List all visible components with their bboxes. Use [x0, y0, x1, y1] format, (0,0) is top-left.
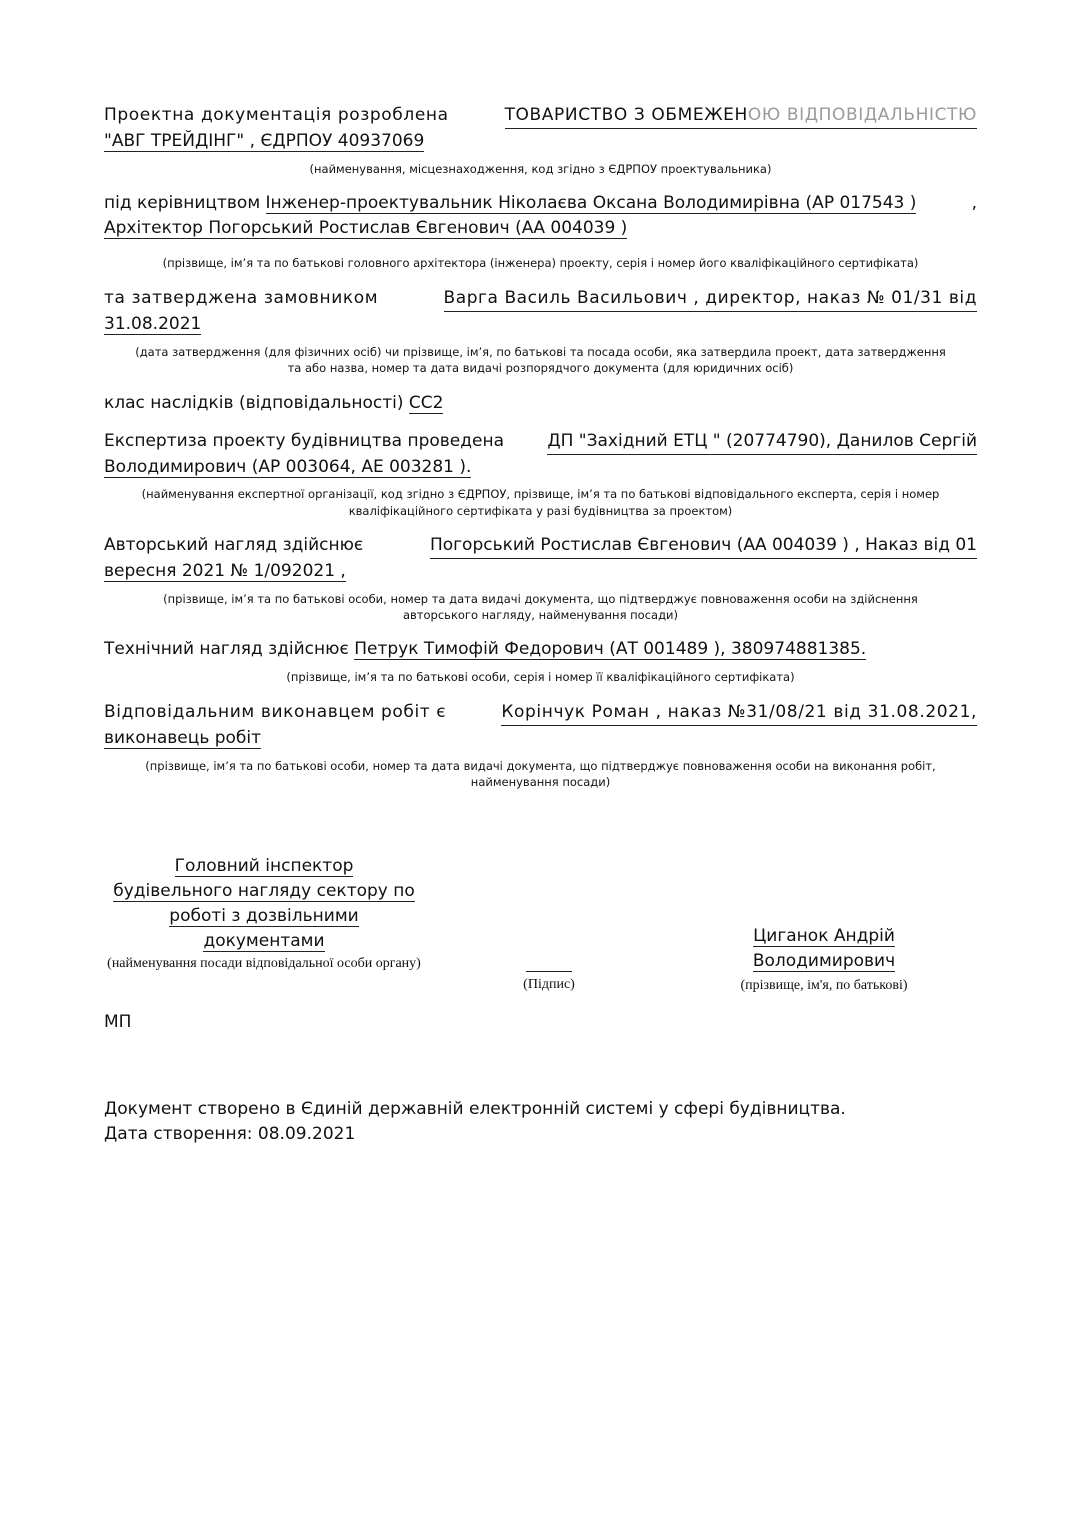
- responsible-value-line1: Корінчук Роман , наказ №31/08/21 від 31.08.2021,: [501, 700, 977, 726]
- supervision-comma: ,: [971, 193, 977, 213]
- approval-label: та затверджена замовником: [104, 288, 379, 308]
- technical-supervision-caption: (прізвище, ім’я та по батькові особи, серія і номер її кваліфікаційного сертифіката): [286, 670, 795, 684]
- expertise-caption-line1: (найменування експертної організації, код згідно з ЄДРПОУ, прізвище, ім’я та по батькові відповідального експерта, серія і номер: [141, 487, 940, 501]
- supervision-caption: (прізвище, ім’я та по батькові головного архітектора (інженера) проекту, серія і номер його кваліфікаційного сертифіката): [162, 256, 919, 270]
- signatory-name-line2: Володимирович: [752, 951, 896, 971]
- position-line1: Головний інспектор: [174, 856, 354, 876]
- position-caption: (найменування посади відповідальної особи органу): [107, 956, 421, 971]
- expertise-value-line1: ДП "Західний ЕТЦ " (20774790), Данилов Сергій: [547, 429, 977, 455]
- author-supervision-caption-line1: (прізвище, ім’я та по батькові особи, номер та дата видачі документа, що підтверджує повноваження особи на здійснення: [163, 592, 918, 606]
- designer-name-main: ТОВАРИСТВО З ОБМЕЖЕН: [504, 105, 748, 125]
- responsible-caption-line2: найменування посади): [470, 775, 611, 789]
- designer-label: Проектна документація розроблена: [104, 105, 449, 125]
- footer-line1: Документ створено в Єдиній державній електронній системі у сфері будівництва.: [104, 1099, 846, 1119]
- consequence-class-paragraph: [104, 391, 977, 416]
- responsible-label: Відповідальним виконавцем робіт є: [104, 702, 447, 722]
- supervision-paragraph: [104, 191, 977, 241]
- designer-paragraph: [104, 103, 977, 154]
- designer-name: [505, 103, 977, 129]
- technical-supervision-paragraph: [104, 637, 977, 662]
- designer-caption: (найменування, місцезнаходження, код згідно з ЄДРПОУ проектувальника): [309, 162, 772, 176]
- signature-block: [509, 970, 589, 995]
- author-supervision-label: Авторський нагляд здійснює: [104, 535, 364, 555]
- designer-name-faded: ОЮ ВІДПОВІДАЛЬНІСТЮ: [747, 105, 977, 125]
- approval-caption-line2: та або назва, номер та дата видачі розпорядчого документа (для юридичних осіб): [287, 361, 794, 375]
- stamp-mark: МП: [104, 1012, 132, 1032]
- technical-supervision-label: Технічний нагляд здійснює: [104, 639, 349, 659]
- signatory-name-line1: Циганок Андрій: [753, 926, 895, 946]
- signature-caption: (Підпис): [523, 977, 575, 992]
- supervision-label: під керівництвом: [104, 193, 261, 213]
- expertise-caption-line2: кваліфікаційного сертифіката у разі будівництва за проектом): [348, 504, 733, 518]
- approval-value-line2: 31.08.2021: [104, 314, 202, 334]
- position-line4: документами: [203, 931, 325, 951]
- responsible-caption-line1: (прізвище, ім’я та по батькові особи, номер та дата видачі документа, що підтверджує повноваження особи на виконання робіт,: [145, 759, 936, 773]
- expertise-label: Експертиза проекту будівництва проведена: [104, 431, 504, 451]
- author-supervision-value-line1: Погорський Ростислав Євгенович (АА 004039 ) , Наказ від 01: [430, 533, 977, 559]
- supervision-value-line1: Інженер-проектувальник Ніколаєва Оксана Володимирівна (АР 017543 ): [265, 193, 917, 213]
- signatory-name-block: [704, 924, 944, 996]
- footer-creation-date: Дата створення: 08.09.2021: [104, 1124, 356, 1144]
- approval-caption-line1: (дата затвердження (для фізичних осіб) чи прізвище, ім’я, по батькові та посада особи, яка затвердила проект, дата затвердження: [135, 345, 946, 359]
- signature-line: [526, 970, 572, 972]
- position-line3: роботі з дозвільними: [169, 906, 359, 926]
- responsible-paragraph: [104, 700, 977, 751]
- consequence-class-label: клас наслідків (відповідальності): [104, 393, 404, 413]
- author-supervision-paragraph: [104, 533, 977, 584]
- approval-paragraph: [104, 286, 977, 337]
- consequence-class-value: СС2: [408, 393, 444, 413]
- designer-name-line2: "АВГ ТРЕЙДІНГ" , ЄДРПОУ 40937069: [104, 131, 425, 151]
- approval-value-line1: Варга Василь Васильович , директор, наказ № 01/31 від: [444, 286, 977, 312]
- supervision-value-line2: Архітектор Погорський Ростислав Євгенович (АА 004039 ): [104, 218, 628, 238]
- expertise-value-line2: Володимирович (АР 003064, АЕ 003281 ).: [104, 457, 472, 477]
- technical-supervision-value: Петрук Тимофій Федорович (АТ 001489 ), 380974881385.: [354, 639, 867, 659]
- author-supervision-caption-line2: авторського нагляду, найменування посади): [402, 608, 678, 622]
- author-supervision-value-line2: вересня 2021 № 1/092021 ,: [104, 561, 346, 581]
- signatory-name-caption: (прізвище, ім'я, по батькові): [740, 978, 908, 993]
- expertise-paragraph: [104, 429, 977, 480]
- responsible-value-line2: виконавець робіт: [104, 728, 262, 748]
- position-line2: будівельного нагляду сектору по: [113, 881, 415, 901]
- signatory-position-block: [104, 854, 424, 974]
